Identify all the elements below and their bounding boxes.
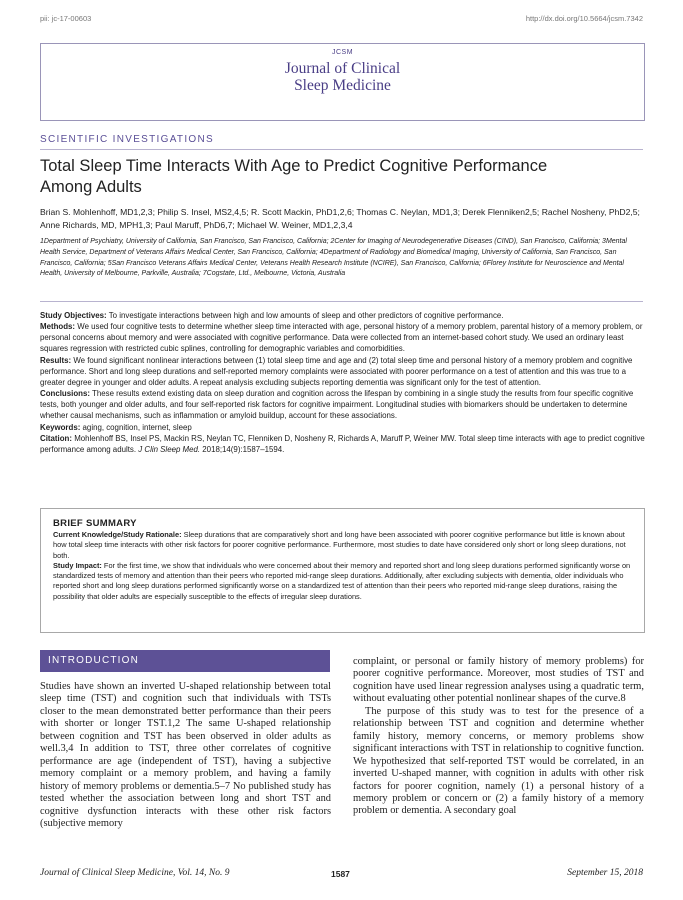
introduction-heading: INTRODUCTION: [48, 655, 140, 666]
introduction-heading-bar: [40, 650, 330, 672]
brief-summary-box: [40, 508, 645, 633]
objectives-label: Study Objectives:: [40, 311, 107, 320]
abstract-citation: [40, 433, 645, 455]
intro-paragraph-2: The purpose of this study was to test for the presence of a relationship between TST and cognition and determine whether family history, memory concerns, or memory problems show significant interactions with TST in relationship to cognitive function. We hypothesized that self-reported TST would be correlated, in an inverted U-shaped manner, with cognition in adults with other risk factors for poorer cognition, namely (1) a personal history of a memory problem or concern or (2) a family history of a memory problem or dementia. A secondary goal: [353, 705, 644, 817]
section-label: SCIENTIFIC INVESTIGATIONS: [40, 134, 214, 145]
intro-paragraph-1: Studies have shown an inverted U-shaped relationship between total sleep time (TST) and cognition such that individuals with TSTs closer to the mean demonstrated better performance than their peers with shorter or longer TST.1,2 The same U-shaped relationship between cognition and TST has been observed in older adults as well.3,4 In addition to TST, three other correlates of cognitive performance are age (independent of TST), having a subjective memory complaint or a memory problem, and having a family history of memory problems or dementia.5–7 No published study has tested whether the association between long and short TST and cognitive dysfunction interacts with these other risk factors (subjective memory: [40, 681, 331, 829]
authors-text: Brian S. Mohlenhoff, MD1,2,3; Philip S. Insel, MS2,4,5; R. Scott Mackin, PhD1,2,6; Thomas C. Neylan, MD1,3; Derek Flenniken2,5; Rachel Nosheny, PhD2,5; Anne Richards, MD, MPH1,3; Paul Maruff, PhD6,7; Michael W. Weiner, MD1,2,3,4: [40, 207, 640, 230]
brief-knowledge: [53, 530, 631, 561]
abstract-keywords: [40, 422, 645, 433]
abstract-objectives: [40, 310, 645, 321]
affiliations: [40, 237, 645, 280]
citation-tail: 2018;14(9):1587–1594.: [200, 444, 285, 454]
journal-masthead: [40, 43, 645, 121]
footer-date: September 15, 2018: [567, 868, 643, 878]
citation-label: Citation:: [40, 433, 72, 443]
intro-paragraph-1-cont: complaint, or personal or family history of memory problems) for poorer cognitive performance. Moreover, most studies of TST and cognition have used linear regression analyses using a quadratic term, without evaluating other potential nonlinear shapes of the curve.8: [353, 656, 644, 705]
conclusions-text: These results extend existing data on sleep duration and cognition across the lifespan by combining in a single study the results from four specific cognitive tests, both younger and older adults, and four self-reported risk factors for cognitive impairment. Longitudinal studies with biomarkers should be undertaken to determine whether causal mechanisms, such as inflammation or amyloid buildup, account for these associations.: [40, 389, 634, 421]
conclusions-label: Conclusions:: [40, 389, 90, 399]
pii-identifier: pii: jc-17-00603: [40, 14, 92, 23]
knowledge-text: Sleep durations that are comparatively short and long have been associated with poorer cognitive performance but little is known about how total sleep time interacts with other risk factors for poorer cognitive performance. Furthermore, most studies to date have considered only short or long sleep durations, not both.: [53, 530, 626, 560]
keywords-text: aging, cognition, internet, sleep: [80, 422, 192, 432]
citation-journal: J Clin Sleep Med.: [138, 444, 201, 454]
citation-text: Mohlenhoff BS, Insel PS, Mackin RS, Neylan TC, Flenniken D, Nosheny R, Richards A, Maruff P, Weiner MW. Total sleep time interacts with age to predict cognitive performance among adults.: [40, 433, 645, 454]
section-divider: [40, 149, 643, 150]
keywords-label: Keywords:: [40, 422, 81, 432]
abstract: [40, 310, 645, 455]
knowledge-label: Current Knowledge/Study Rationale:: [53, 530, 182, 539]
impact-label: Study Impact:: [53, 560, 102, 570]
impact-text: For the first time, we show that individuals who were concerned about their memory and reported short and long sleep durations performed significantly worse on standardized tests of memory and attention than their peers who reported mid-range sleep durations. Additionally, after excluding subjects with dementia, older individuals who reported short and long sleep durations performed significantly worse on a standardized test of attention than their peers who reported mid-range sleep durations, raising the possibility that older adults are especially susceptible to the effects of irregular sleep durations.: [53, 560, 631, 601]
objectives-text: To investigate interactions between high and low amounts of sleep and other predictors of cognitive performance.: [106, 311, 504, 320]
page-number: 1587: [331, 869, 350, 879]
body-column-left: [40, 681, 331, 830]
abstract-results: [40, 355, 645, 388]
abstract-conclusions: [40, 388, 645, 421]
author-list: [40, 206, 645, 231]
journal-logo: [41, 60, 644, 94]
brief-summary-title: BRIEF SUMMARY: [53, 518, 137, 529]
abstract-divider: [40, 301, 643, 302]
journal-abbreviation: JCSM: [331, 49, 354, 56]
article-title: Total Sleep Time Interacts With Age to Predict Cognitive Performance Among Adults: [40, 157, 548, 196]
brief-impact: [53, 561, 631, 602]
body-column-right: [353, 656, 644, 818]
methods-text: We used four cognitive tests to determine whether sleep time interacted with age, personal history of a memory problem, parental history of a memory problem, or personal concerns about memory and were associated with cognitive performance. Data were collected from an internet-based cohort study. We used an ordinary least squares regression with restricted cubic splines, controlling for demographic variables and comorbidities.: [40, 322, 643, 354]
results-text: We found significant nonlinear interactions between (1) total sleep time and age and (2) total sleep time and personal history of a memory problem and cognitive performance. Short and long sleep durations and self-reported memory complaints were associated with poorer performance on a test of attention and this was true to a greater degree in younger and older adults. A repeat analysis excluding subjects reporting dementia was significant only for the test of attention.: [40, 355, 633, 387]
affiliations-text: 1Department of Psychiatry, University of California, San Francisco, San Francisco, California; 2Center for Imaging of Neurodegenerative Diseases (CIND), San Francisco, California; 3Mental Health Service, Department of Veterans Affairs Medical Center, San Francisco, California; 4Department of Radiology and Biomedical Imaging, University of California, San Francisco, San Francisco, California; 5San Francisco Veterans Affairs Medical Center, Veterans Health Research Institute (NCIRE), San Francisco, California; 6Florey Institute for Neuroscience and Mental Health, University of Melbourne, Parkville, Australia; 7Cogstate, Ltd., Melbourne, Victoria, Australia: [40, 238, 627, 278]
journal-name-line2: Sleep Medicine: [294, 77, 391, 94]
journal-name-line1: Journal of Clinical: [284, 60, 401, 77]
abstract-methods: [40, 321, 645, 354]
footer-journal: Journal of Clinical Sleep Medicine, Vol. 14, No. 9: [40, 868, 230, 878]
results-label: Results:: [40, 355, 72, 365]
methods-label: Methods:: [40, 322, 76, 332]
doi-link[interactable]: http://dx.doi.org/10.5664/jcsm.7342: [525, 14, 643, 23]
